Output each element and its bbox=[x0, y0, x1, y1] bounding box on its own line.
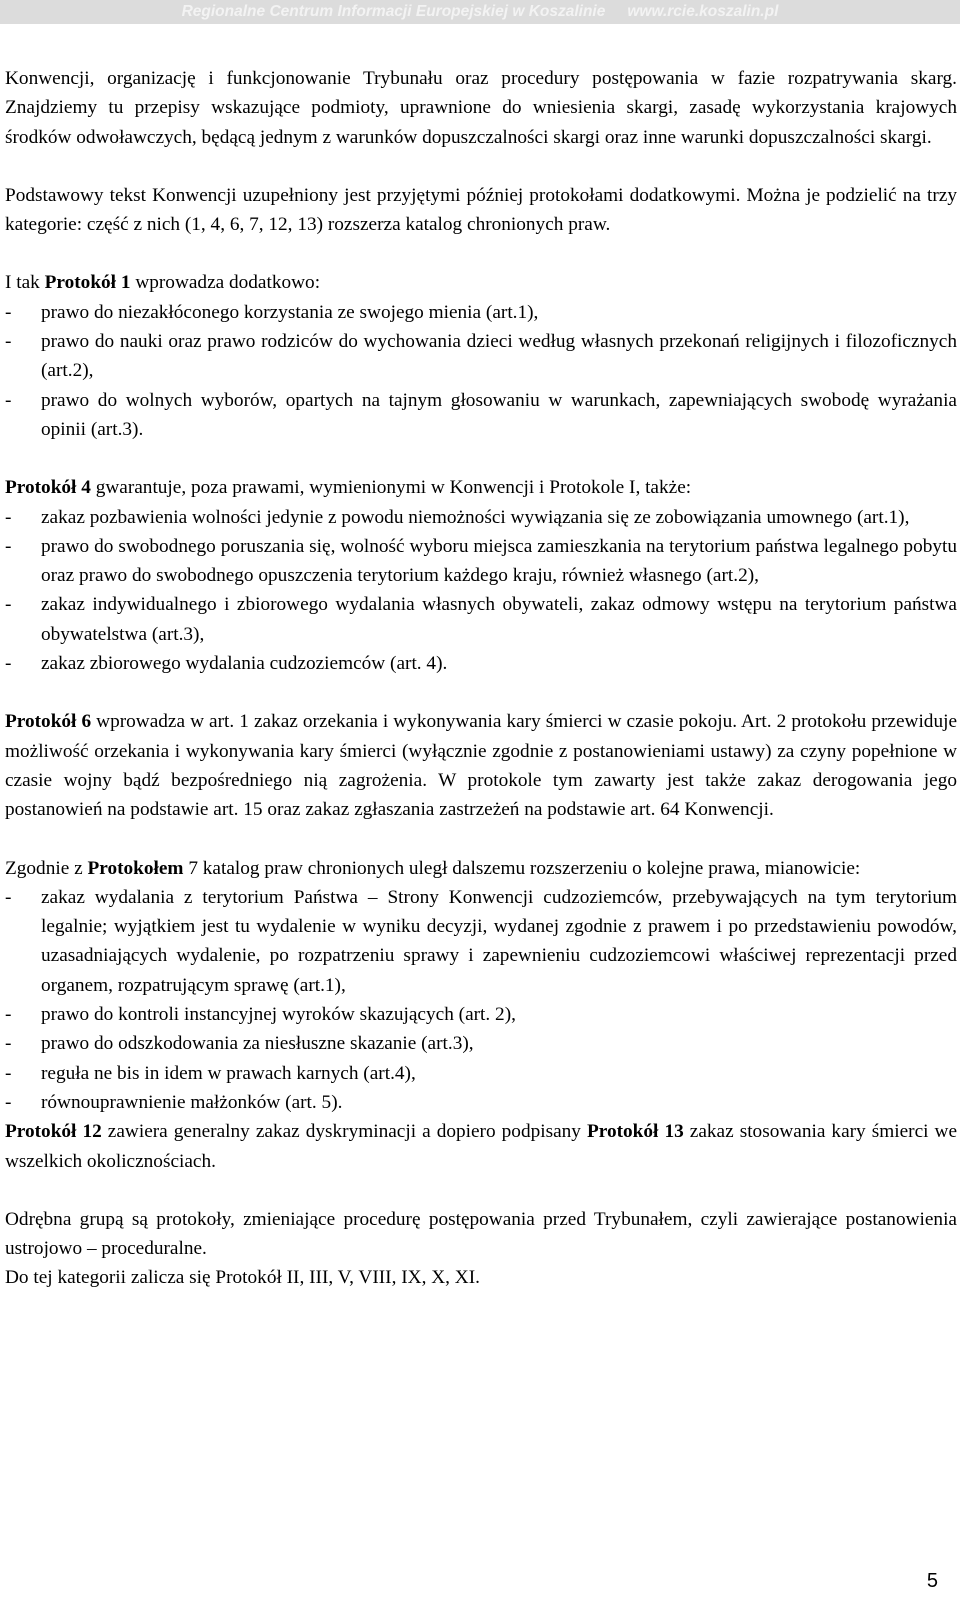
list-item: - prawo do nauki oraz prawo rodziców do wychowania dzieci według własnych przekonań religijnych i filozoficznych (art.2), bbox=[5, 327, 957, 386]
protocol-1-post: wprowadza dodatkowo: bbox=[130, 272, 321, 294]
protocol-7-intro bbox=[5, 854, 957, 883]
list-item: - zakaz wydalania z terytorium Państwa – Strony Konwencji cudzoziemców, przebywających na tym terytorium legalnie; wyjątkiem jest tu wydalenie w wyniku decyzji, wydanej zgodnie z prawem i po przedstawieniu powodów, uzasadniających wydalenie, po rozpatrzeniu sprawy i zapewnieniu cudzoziemcowi właściwej reprezentacji przed organem, rozpatrującym sprawę (art.1), bbox=[5, 883, 957, 1000]
protocol-12-text: zawiera generalny zakaz dyskryminacji a dopiero podpisany bbox=[101, 1121, 587, 1143]
list-item: - zakaz pozbawienia wolności jedynie z powodu niemożności wywiązania się ze zobowiązania umownego (art.1), bbox=[5, 503, 957, 532]
paragraph-intro: Konwencji, organizację i funkcjonowanie Trybunału oraz procedury postępowania w fazie rozpatrywania skarg. Znajdziemy tu przepisy wskazujące podmioty, uprawnione do wniesienia skargi, zasadę wykorzystania krajowych środków odwoławczych, będącą jednym z warunków dopuszczalności skargi oraz inne warunki dopuszczalności skargi. bbox=[5, 68, 957, 148]
protocol-4-post: gwarantuje, poza prawami, wymienionymi w Konwencji i Protokole I, także: bbox=[90, 477, 692, 499]
protocol-1-list bbox=[5, 298, 957, 444]
protocol-6-title: Protokół 6 bbox=[5, 711, 92, 733]
list-item: - prawo do wolnych wyborów, opartych na tajnym głosowaniu w warunkach, zapewniających swobodę wyrażania opinii (art.3). bbox=[5, 386, 957, 445]
paragraph-procedural: Odrębna grupą są protokoły, zmieniające procedurę postępowania przed Trybunałem, czyli zawierające postanowienia ustrojowo – proceduralne. bbox=[5, 1208, 957, 1260]
page-header bbox=[0, 0, 960, 24]
list-item: - prawo do kontroli instancyjnej wyroków skazujących (art. 2), bbox=[5, 1000, 957, 1029]
protocol-4-intro bbox=[5, 473, 957, 502]
header-org: Regionalne Centrum Informacji Europejskiej w Koszalinie bbox=[181, 3, 606, 20]
protocol-4-title: Protokół 4 bbox=[5, 477, 91, 499]
protocol-13-text: zakaz stosowania kary śmierci we wszelkich okolicznościach. bbox=[5, 1121, 958, 1172]
protocol-1-title: Protokół 1 bbox=[44, 272, 131, 294]
list-item: - prawo do niezakłóconego korzystania ze swojego mienia (art.1), bbox=[5, 298, 957, 327]
protocol-7-title: Protokołem bbox=[87, 857, 184, 879]
list-item: - prawo do odszkodowania za niesłuszne skazanie (art.3), bbox=[5, 1029, 957, 1058]
list-item: - prawo do swobodnego poruszania się, wolność wyboru miejsca zamieszkania na terytorium państwa legalnego pobytu oraz prawo do swobodnego opuszczenia terytorium każdego kraju, również własnego (art.2), bbox=[5, 532, 957, 591]
protocol-6-text: wprowadza w art. 1 zakaz orzekania i wykonywania kary śmierci w czasie pokoju. Art. 2 protokołu przewiduje możliwość orzekania i wykonywania kary śmierci (wyłącznie zgodnie z postanowieniami ustawy) za czyny popełnione w czasie wojny bądź bezpośredniego nią zagrożenia. W protokole tym zawarty jest także zakaz derogowania jego postanowień na podstawie art. 15 oraz zakaz zgłaszania zastrzeżeń na podstawie art. 64 Konwencji. bbox=[5, 711, 958, 821]
paragraph-protocols: Podstawowy tekst Konwencji uzupełniony jest przyjętymi później protokołami dodatkowymi. Można je podzielić na trzy kategorie: część z nich (1, 4, 6, 7, 12, 13) rozszerza katalog chronionych praw. bbox=[5, 184, 957, 236]
protocol-1-pre: I tak bbox=[5, 272, 45, 294]
header-url: www.rcie.koszalin.pl bbox=[627, 3, 779, 20]
protocol-6-paragraph bbox=[5, 707, 957, 824]
list-item: - równouprawnienie małżonków (art. 5). bbox=[5, 1088, 957, 1117]
protocol-7-post: 7 katalog praw chronionych uległ dalszemu rozszerzeniu o kolejne prawa, mianowicie: bbox=[183, 857, 861, 879]
protocol-12-13-paragraph bbox=[5, 1117, 957, 1176]
page-number: 5 bbox=[926, 1570, 938, 1592]
list-item: - zakaz indywidualnego i zbiorowego wydalania własnych obywateli, zakaz odmowy wstępu na terytorium państwa obywatelstwa (art.3), bbox=[5, 590, 957, 649]
protocol-7-list bbox=[5, 883, 957, 1117]
protocol-13-title: Protokół 13 bbox=[586, 1121, 684, 1143]
protocol-4-list bbox=[5, 503, 957, 679]
protocol-1-intro bbox=[5, 268, 957, 297]
list-item: - reguła ne bis in idem w prawach karnych (art.4), bbox=[5, 1059, 957, 1088]
document-body bbox=[5, 64, 957, 1293]
protocol-7-pre: Zgodnie z bbox=[5, 857, 88, 879]
list-item: - zakaz zbiorowego wydalania cudzoziemców (art. 4). bbox=[5, 649, 957, 678]
paragraph-category: Do tej kategorii zalicza się Protokół II, III, V, VIII, IX, X, XI. bbox=[5, 1267, 480, 1289]
protocol-12-title: Protokół 12 bbox=[5, 1121, 102, 1143]
